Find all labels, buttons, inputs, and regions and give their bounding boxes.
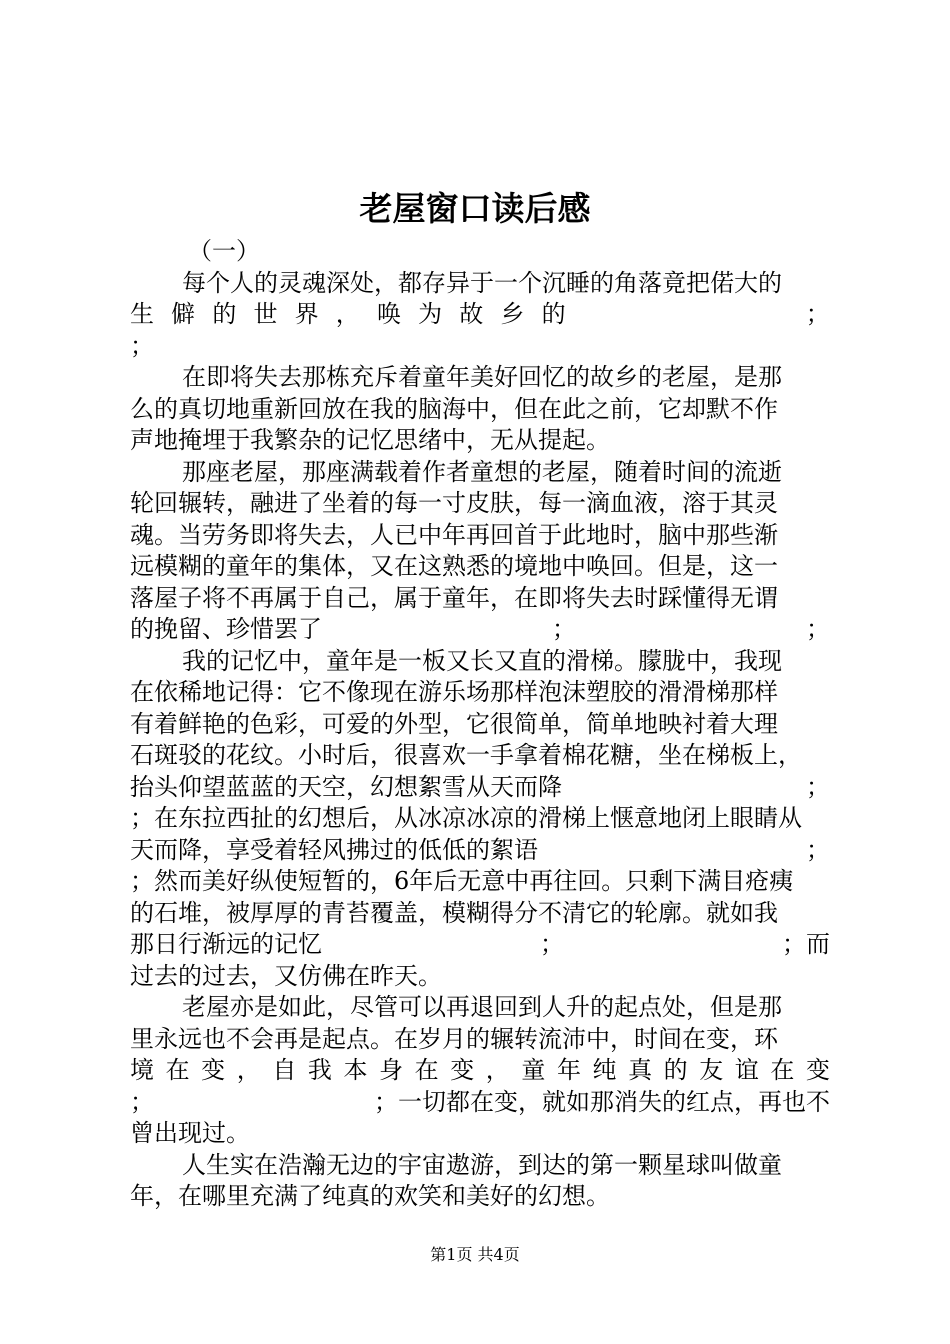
text-line (130, 425, 830, 457)
text-fragment: ， (485, 1056, 510, 1084)
text-line (130, 1118, 830, 1150)
text-line (130, 803, 830, 835)
text-line (130, 835, 830, 867)
text-fragment: 天而降，享受着轻风拂过的低低的絮语 (130, 835, 538, 864)
text-line (130, 520, 830, 552)
text-fragment: 境 (130, 1056, 154, 1084)
text-line (130, 331, 830, 363)
text-line (130, 362, 830, 394)
text-line (130, 1024, 830, 1056)
text-fragment: ； (540, 930, 564, 958)
text-line (130, 488, 830, 520)
text-fragment: ；在东拉西扯的幻想后，从冰凉冰凉的滑梯上惬意地闭上眼睛从 (130, 804, 802, 832)
text-fragment: ；然而美好纵使短暂的，6年后无意中再往回。只剩下满目疮痍 (130, 867, 794, 895)
text-line (130, 709, 830, 741)
text-line (130, 740, 830, 772)
text-fragment: 在依稀地记得：它不像现在游乐场那样泡沫塑胶的滑滑梯那样 (130, 678, 778, 706)
text-fragment: 身 (379, 1056, 404, 1084)
text-fragment: ； (130, 1087, 154, 1116)
text-fragment: 的挽留、珍惜罢了 (130, 615, 322, 643)
text-fragment: 曾出现过。 (130, 1119, 250, 1147)
text-fragment: 唤 (376, 300, 401, 328)
text-line (130, 1181, 830, 1213)
text-fragment: 的 (663, 1056, 688, 1084)
text-fragment: ， (236, 1056, 261, 1084)
text-fragment: 我的记忆中，童年是一板又长又直的滑梯。朦胧中，我现 (182, 646, 782, 675)
text-fragment: 有着鲜艳的色彩，可爱的外型，它很简单，简单地映衬着大理 (130, 709, 778, 738)
text-line (130, 614, 830, 646)
text-line (130, 1087, 830, 1119)
text-line (130, 551, 830, 583)
text-fragment: 魂。当劳务即将失去，人已中年再回首于此地时，脑中那些渐 (130, 520, 778, 549)
text-fragment: 故 (459, 300, 484, 328)
text-line (130, 898, 830, 930)
text-fragment: （一） (188, 237, 260, 265)
text-fragment: 变 (201, 1056, 226, 1084)
text-fragment: ； (806, 615, 830, 643)
text-fragment: 友 (699, 1056, 724, 1084)
text-fragment: ； (805, 300, 830, 328)
text-line (130, 236, 830, 268)
text-line (130, 268, 830, 300)
text-fragment: ； (806, 772, 830, 801)
text-line (130, 1150, 830, 1182)
text-line (130, 646, 830, 678)
text-fragment: 乡 (500, 300, 525, 328)
text-fragment: ； (130, 331, 154, 360)
text-fragment: 抬头仰望蓝蓝的天空，幻想絮雪从天而降 (130, 772, 562, 801)
text-fragment: 年，在哪里充满了纯真的欢笑和美好的幻想。 (130, 1182, 610, 1210)
text-fragment: 变 (450, 1056, 475, 1084)
document-body (130, 236, 830, 1213)
text-fragment: 界 (294, 300, 319, 328)
text-fragment: ； (806, 835, 830, 864)
text-fragment: 僻 (171, 300, 196, 328)
text-fragment: 的 (541, 300, 566, 328)
text-fragment: 那座老屋，那座满载着作者童想的老屋，随着时间的流逝 (182, 457, 782, 486)
text-line (130, 583, 830, 615)
text-line (130, 677, 830, 709)
text-fragment: 谊 (734, 1056, 759, 1084)
text-line (130, 929, 830, 961)
text-fragment: 声地掩埋于我繁杂的记忆思绪中，无从提起。 (130, 426, 610, 454)
text-fragment: 世 (253, 300, 278, 328)
text-fragment: 本 (343, 1056, 368, 1084)
text-line (130, 992, 830, 1024)
text-fragment: 轮回辗转，融进了坐着的每一寸皮肤，每一滴血液，溶于其灵 (130, 489, 778, 517)
document-title: 老屋窗口读后感 (359, 189, 591, 228)
text-line (130, 961, 830, 993)
text-line (130, 394, 830, 426)
text-fragment: 的 (212, 300, 237, 328)
text-fragment: 在即将失去那栋充斥着童年美好回忆的故乡的老屋，是那 (182, 363, 782, 391)
text-fragment: 真 (628, 1056, 653, 1084)
text-fragment: 石斑驳的花纹。小时后，很喜欢一手拿着棉花糖，坐在梯板上， (130, 741, 802, 769)
text-fragment: ； (552, 615, 576, 643)
text-fragment: 么的真切地重新回放在我的脑海中，但在此之前，它却默不作 (130, 394, 778, 423)
text-line (130, 457, 830, 489)
text-fragment: 人生实在浩瀚无边的宇宙遨游，到达的第一颗星球叫做童 (182, 1150, 782, 1179)
text-fragment: 在 (414, 1056, 439, 1084)
text-fragment: 为 (418, 300, 443, 328)
text-fragment: 我 (307, 1056, 332, 1084)
text-fragment: 在 (165, 1056, 190, 1084)
text-fragment: 那日行渐远的记忆 (130, 930, 322, 958)
text-fragment: 生 (130, 300, 154, 328)
text-fragment: ；而 (782, 930, 830, 958)
text-line (130, 866, 830, 898)
text-fragment: 的石堆，被厚厚的青苔覆盖，模糊得分不清它的轮廓。就如我 (130, 898, 778, 927)
text-fragment: 里永远也不会再是起点。在岁月的辗转流沛中，时间在变，环 (130, 1024, 778, 1053)
text-line (130, 1055, 830, 1087)
text-line (130, 299, 830, 331)
text-fragment: ；一切都在变，就如那消失的红点，再也不 (374, 1087, 830, 1116)
page-footer: 第1页 共4页 (430, 1245, 520, 1264)
text-fragment: 在 (770, 1056, 795, 1084)
text-fragment: 过去的过去，又仿佛在昨天。 (130, 961, 442, 990)
text-fragment: 变 (805, 1056, 830, 1084)
text-fragment: 落屋子将不再属于自己，属于童年，在即将失去时踩懂得无谓 (130, 583, 778, 612)
text-fragment: 老屋亦是如此，尽管可以再退回到人升的起点处，但是那 (182, 993, 782, 1021)
text-fragment: 每个人的灵魂深处，都存异于一个沉睡的角落竟把偌大的 (182, 268, 782, 297)
text-fragment: 纯 (592, 1056, 617, 1084)
text-fragment: 自 (272, 1056, 297, 1084)
text-fragment: 远模糊的童年的集体，又在这熟悉的境地中唤回。但是，这一 (130, 552, 778, 580)
text-fragment: 年 (556, 1056, 581, 1084)
text-line (130, 772, 830, 804)
text-fragment: ， (335, 300, 360, 328)
text-fragment: 童 (521, 1056, 546, 1084)
